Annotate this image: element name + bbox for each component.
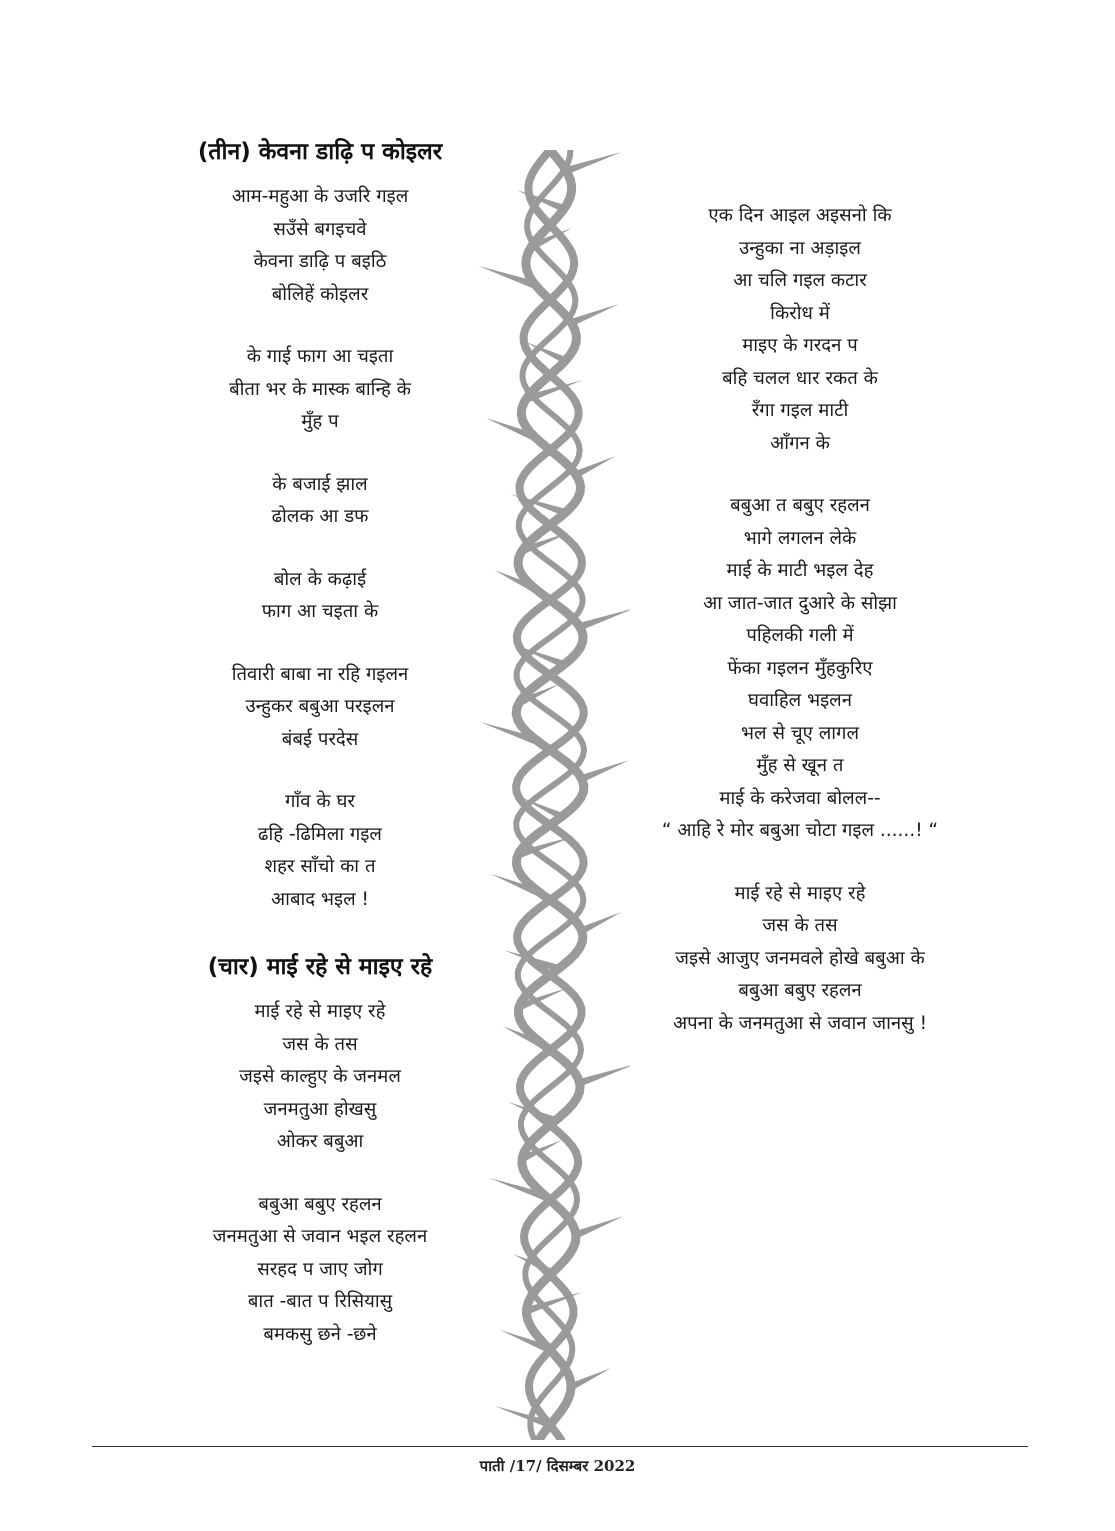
poem-line: जनमतुआ होखसु <box>263 1098 377 1120</box>
poem-line: तिवारी बाबा ना रहि गइलन <box>231 663 409 685</box>
poem-line: माइए के गरदन प <box>742 335 858 356</box>
poem-line: बबुआ बबुए रहलन <box>258 1193 382 1215</box>
poem-line: माई रहे से माइए रहे <box>254 1001 386 1022</box>
thorn-vine-decoration <box>470 150 630 1440</box>
stanza <box>620 490 980 848</box>
poem-line: आ चलि गइल कटार <box>733 270 867 291</box>
poem-line: मुँह प <box>301 411 339 432</box>
poem-line: शहर साँचो का त <box>264 856 376 877</box>
poem-line: घवाहिल भइलन <box>748 690 852 711</box>
vine-thorn <box>571 304 619 327</box>
stanza <box>150 1189 490 1352</box>
poem-line: के गाई फाग आ चइता <box>246 346 394 367</box>
poem-line: भागे लगलन लेके <box>743 527 857 549</box>
poem-title-char: (चार) माई रहे से माइए रहे <box>207 954 433 980</box>
stanza <box>620 878 980 1041</box>
vine-thorn <box>581 912 621 935</box>
poem-line: के बजाई झाल <box>272 473 368 495</box>
footer-divider <box>92 1446 1028 1447</box>
vine-thorn <box>571 1368 611 1391</box>
vine-thorn <box>576 456 616 479</box>
right-column <box>620 200 980 1070</box>
page-footer: पाती /17/ दिसम्बर 2022 <box>479 1457 636 1475</box>
poem-line: भल से चूए लागल <box>741 722 859 744</box>
poem-line: जइसे काल्हुए के जनमल <box>239 1066 401 1087</box>
poem-line: अपना के जनमतुआ से जवान जानसु ! <box>673 1012 927 1034</box>
poem-line: “ आहि रे मोर बबुआ चोटा गइल ......! “ <box>661 820 939 841</box>
poem-line: बोल के कढ़ाई <box>273 568 367 590</box>
poem-line: केवना डाढ़ि प बइठि <box>253 251 387 272</box>
poem-line: आँगन के <box>770 432 830 454</box>
poem-line: बहि चलल धार रकत के <box>722 367 878 389</box>
stanza <box>150 996 490 1159</box>
stanza <box>150 564 490 629</box>
poem-line: एक दिन आइल अइसनो कि <box>708 205 892 226</box>
poem-teen-body <box>150 181 490 916</box>
poem-line: आबाद भइल ! <box>271 888 369 910</box>
poem-line: बबुआ त बबुए रहलन <box>730 495 870 516</box>
poem-title-teen: (तीन) केवना डाढ़ि प कोइलर <box>197 139 443 165</box>
poem-line: बमकसु छने -छने <box>263 1323 377 1345</box>
poem-line: बंबई परदेस <box>281 728 359 750</box>
poem-line: जनमतुआ से जवान भइल रहलन <box>212 1226 428 1247</box>
stanza <box>620 200 980 460</box>
poem-line: किरोध में <box>770 302 830 324</box>
poem-line: मुँह से खून त <box>756 755 844 776</box>
poem-line: रँगा गइल माटी <box>751 400 849 421</box>
poem-line: ओकर बबुआ <box>276 1131 364 1152</box>
poem-line: फाग आ चइता के <box>261 601 379 622</box>
poem-line: उन्हुका ना अड़ाइल <box>739 237 861 259</box>
poem-line: जस के तस <box>762 915 838 936</box>
poem-line: सउँसे बगइचवे <box>273 218 367 240</box>
poem-char-body <box>150 996 490 1351</box>
poem-line: आम-महुआ के उजरि गइल <box>231 186 409 207</box>
poem-line: फेंका गइलन मुँहकुरिए <box>727 657 873 679</box>
stanza <box>150 341 490 439</box>
poem-line: माई रहे से माइए रहे <box>734 882 866 904</box>
poem-line: माई के करेजवा बोलल-- <box>719 787 881 809</box>
poem-line: सरहद प जाए जोग <box>257 1258 383 1280</box>
stanza <box>150 786 490 916</box>
poem-char-continued <box>620 200 980 1040</box>
poem-line: माई के माटी भइल देह <box>726 560 874 581</box>
poem-line: ढहि -ढिमिला गइल <box>258 823 382 845</box>
poem-line: पहिलकी गली में <box>746 625 854 646</box>
poem-line: बबुआ बबुए रहलन <box>738 980 862 1001</box>
vine-thorn <box>576 1216 624 1239</box>
poem-line: बात -बात प रिसियासु <box>247 1291 393 1312</box>
poem-line: ढोलक आ डफ <box>271 506 369 527</box>
stanza <box>150 659 490 757</box>
poem-line: जइसे आजुए जनमवले होखे बबुआ के <box>675 947 925 969</box>
poem-line: बोलिहें कोइलर <box>271 283 369 305</box>
stanza <box>150 181 490 311</box>
poem-line: उन्हुकर बबुआ परइलन <box>245 696 395 717</box>
stanza <box>150 469 490 534</box>
vine-thorn <box>566 152 622 175</box>
poem-line: जस के तस <box>282 1033 358 1055</box>
poem-line: आ जात-जात दुआरे के सोझा <box>703 592 897 614</box>
poem-line: बीता भर के मास्क बान्हि के <box>229 378 411 400</box>
poem-line: गाँव के घर <box>285 791 355 812</box>
left-column <box>150 135 490 1381</box>
